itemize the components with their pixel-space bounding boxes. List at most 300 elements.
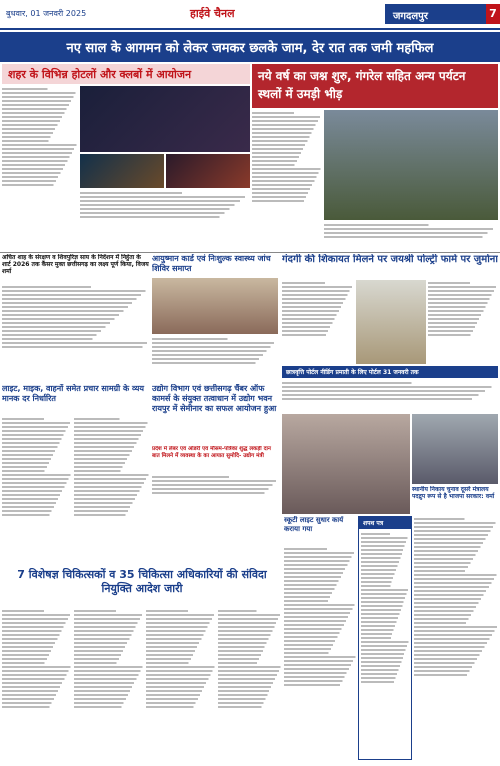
article-text-column [146, 608, 216, 760]
text-line [414, 570, 498, 572]
text-line [2, 454, 72, 456]
text-line [252, 120, 322, 122]
text-line [361, 593, 409, 595]
text-line [74, 442, 150, 444]
text-line [218, 670, 282, 672]
text-line [146, 694, 216, 696]
text-line [2, 626, 72, 628]
text-line [2, 682, 72, 684]
text-line [74, 430, 150, 432]
text-line [414, 666, 498, 668]
article-text-column [74, 608, 144, 760]
text-line [414, 578, 498, 580]
text-line [80, 200, 250, 202]
text-line [282, 286, 354, 288]
text-line [284, 684, 356, 686]
story-headline: गंदगी की शिकायत मिलने पर जयश्री पोल्ट्री फार्म पर जुर्माना [282, 254, 498, 265]
text-line [361, 633, 409, 635]
text-line [428, 334, 498, 336]
text-line [284, 584, 356, 586]
text-line [2, 638, 72, 640]
text-line [218, 642, 282, 644]
text-line [282, 390, 498, 392]
text-line [146, 638, 216, 640]
text-line [252, 148, 322, 150]
text-line [428, 302, 498, 304]
text-line [324, 224, 498, 226]
article-text-column [218, 608, 282, 760]
text-line [2, 152, 78, 154]
text-line [428, 326, 498, 328]
text-line [284, 552, 356, 554]
text-line [2, 426, 72, 428]
text-line [361, 553, 409, 555]
text-line [146, 670, 216, 672]
text-line [74, 458, 150, 460]
text-line [152, 350, 278, 352]
text-line [414, 634, 498, 636]
text-line [282, 310, 354, 312]
divider [0, 252, 500, 253]
text-line [414, 658, 498, 660]
text-line [361, 613, 409, 615]
text-line [284, 664, 356, 666]
text-line [218, 610, 282, 612]
text-line [414, 638, 498, 640]
text-line [414, 558, 498, 560]
text-line [414, 606, 498, 608]
text-line [2, 180, 78, 182]
text-line [74, 618, 144, 620]
text-line [74, 698, 144, 700]
text-line [74, 506, 150, 508]
text-line [146, 650, 216, 652]
text-line [146, 666, 216, 668]
seminar-photo [282, 414, 410, 514]
text-line [152, 492, 280, 494]
text-line [284, 616, 356, 618]
article-text-block [152, 474, 280, 508]
text-line [74, 614, 144, 616]
text-line [146, 618, 216, 620]
text-line [2, 470, 72, 472]
text-line [2, 462, 72, 464]
health-camp-photo [152, 278, 278, 334]
text-line [324, 236, 498, 238]
text-line [2, 430, 72, 432]
text-line [218, 702, 282, 704]
text-line [361, 609, 409, 611]
text-line [2, 92, 78, 94]
fireworks-photo-2 [80, 154, 164, 188]
text-line [2, 96, 78, 98]
text-line [2, 184, 78, 186]
text-line [2, 702, 72, 704]
text-line [2, 450, 72, 452]
text-line [414, 646, 498, 648]
text-line [361, 665, 409, 667]
text-line [252, 184, 322, 186]
text-line [152, 346, 278, 348]
text-line [2, 630, 72, 632]
text-line [74, 450, 150, 452]
text-line [252, 112, 322, 114]
text-line [2, 646, 72, 648]
story-headline: आयुष्मान कार्ड एवं निःशुल्क स्वास्थ्य जांच शिविर समाप्त [152, 254, 271, 273]
text-line [146, 686, 216, 688]
text-line [414, 602, 498, 604]
story-subhead: प्रदेश में लेबर एवं ऑडरी एवं मौसम-पत्रिका शुद्ध लकड़ी दान बात मिलने में व्यवस्था के का आयात सुमोदि- उद्योग मंत्री [152, 446, 271, 459]
text-line [361, 569, 409, 571]
text-line [361, 581, 409, 583]
text-line [252, 140, 322, 142]
text-line [2, 346, 150, 348]
text-line [74, 510, 150, 512]
text-line [284, 592, 356, 594]
text-line [284, 640, 356, 642]
text-line [146, 662, 216, 664]
fireworks-photo-3 [166, 154, 250, 188]
text-line [282, 326, 354, 328]
text-line [218, 666, 282, 668]
text-line [80, 208, 250, 210]
text-line [284, 672, 356, 674]
text-line [2, 318, 150, 320]
text-line [74, 702, 144, 704]
text-line [414, 530, 498, 532]
text-line [2, 286, 150, 288]
fireworks-photo [80, 86, 250, 152]
text-line [74, 670, 144, 672]
story-headline: स्कूटी लाइट सुधार कार्य कराया गया [284, 516, 344, 533]
text-line [428, 290, 498, 292]
text-line [2, 678, 72, 680]
text-line [218, 654, 282, 656]
text-line [74, 462, 150, 464]
text-line [218, 626, 282, 628]
text-line [2, 486, 72, 488]
text-line [284, 568, 356, 570]
text-line [252, 164, 322, 166]
text-line [284, 560, 356, 562]
text-line [2, 108, 78, 110]
text-line [428, 310, 498, 312]
text-line [284, 576, 356, 578]
text-line [284, 600, 356, 602]
text-line [252, 144, 322, 146]
text-line [361, 545, 409, 547]
text-line [2, 144, 78, 146]
text-line [324, 232, 498, 234]
text-line [361, 673, 409, 675]
text-line [284, 648, 356, 650]
text-line [414, 546, 498, 548]
text-line [2, 322, 150, 324]
text-line [414, 550, 498, 552]
text-line [414, 650, 498, 652]
text-line [284, 644, 356, 646]
text-line [428, 314, 498, 316]
text-line [361, 601, 409, 603]
text-line [361, 629, 409, 631]
text-line [361, 605, 409, 607]
text-line [361, 561, 409, 563]
text-line [2, 294, 150, 296]
text-line [2, 112, 78, 114]
text-line [2, 698, 72, 700]
text-line [74, 478, 150, 480]
text-line [74, 610, 144, 612]
text-line [252, 180, 322, 182]
text-line [2, 176, 78, 178]
text-line [414, 654, 498, 656]
text-line [2, 160, 78, 162]
text-line [146, 610, 216, 612]
text-line [361, 533, 409, 535]
text-line [2, 446, 72, 448]
text-line [2, 120, 78, 122]
text-line [2, 650, 72, 652]
text-line [282, 290, 354, 292]
text-line [361, 677, 409, 679]
text-line [74, 474, 150, 476]
text-line [252, 124, 322, 126]
text-line [2, 622, 72, 624]
article-text-column [2, 608, 72, 760]
text-line [218, 698, 282, 700]
notice-title: शपथ पत्र [359, 517, 411, 529]
text-line [414, 522, 498, 524]
text-line [146, 630, 216, 632]
text-line [218, 674, 282, 676]
text-line [414, 670, 498, 672]
text-line [252, 196, 322, 198]
text-line [282, 318, 354, 320]
text-line [2, 88, 78, 90]
text-line [80, 216, 250, 218]
text-line [284, 624, 356, 626]
text-line [252, 132, 322, 134]
minister-photo [412, 414, 498, 484]
article-text-block [324, 222, 498, 250]
text-line [74, 498, 150, 500]
text-line [74, 466, 150, 468]
text-line [361, 585, 409, 587]
text-line [361, 573, 409, 575]
text-line [74, 418, 150, 420]
text-line [2, 172, 78, 174]
text-line [282, 386, 498, 388]
text-line [361, 637, 409, 639]
text-line [428, 322, 498, 324]
text-line [218, 690, 282, 692]
notice-text [359, 529, 411, 757]
text-line [2, 670, 72, 672]
text-line [2, 168, 78, 170]
text-line [414, 594, 498, 596]
text-line [414, 526, 498, 528]
text-line [361, 645, 409, 647]
text-line [282, 314, 354, 316]
text-line [152, 354, 278, 356]
text-line [284, 620, 356, 622]
text-line [414, 534, 498, 536]
text-line [218, 638, 282, 640]
text-line [218, 706, 282, 708]
text-line [414, 598, 498, 600]
text-line [74, 650, 144, 652]
story-headline: स्थानीय निकाय चुनाव दूसरे मंत्रालय पदद्रुप रूप से है भाजपा सरकार: वर्मा [412, 486, 495, 500]
text-line [2, 302, 150, 304]
text-line [414, 674, 498, 676]
text-line [2, 442, 72, 444]
text-line [361, 653, 409, 655]
text-line [414, 626, 498, 628]
text-line [428, 318, 498, 320]
text-line [74, 654, 144, 656]
text-line [282, 322, 354, 324]
text-line [282, 302, 354, 304]
text-line [361, 541, 409, 543]
text-line [284, 668, 356, 670]
text-line [152, 476, 280, 478]
text-line [218, 682, 282, 684]
text-line [2, 438, 72, 440]
text-line [218, 614, 282, 616]
text-line [252, 136, 322, 138]
text-line [414, 630, 498, 632]
text-line [414, 590, 498, 592]
text-line [2, 290, 150, 292]
text-line [2, 342, 150, 344]
text-line [74, 690, 144, 692]
text-line [252, 200, 322, 202]
text-line [2, 334, 150, 336]
text-line [146, 690, 216, 692]
text-line [2, 674, 72, 676]
text-line [2, 474, 72, 476]
text-line [218, 622, 282, 624]
text-line [361, 537, 409, 539]
text-line [414, 614, 498, 616]
text-line [2, 618, 72, 620]
text-line [152, 362, 278, 364]
text-line [146, 682, 216, 684]
story-subhead: छात्रवृत्ति पोर्टल नीडिंग प्रमाती के लिए पोर्टल 31 जनवरी तक [282, 366, 498, 378]
text-line [74, 674, 144, 676]
text-line [2, 306, 150, 308]
article-text-column [414, 516, 498, 760]
text-line [218, 686, 282, 688]
masthead [0, 0, 500, 30]
text-line [284, 660, 356, 662]
text-line [74, 438, 150, 440]
text-line [74, 434, 150, 436]
text-line [74, 626, 144, 628]
text-line [218, 658, 282, 660]
story-headline: 7 विशेषज्ञ चिकित्सकों व 35 चिकित्सा अधिकारियों की संविदा नियुक्ति आदेश जारी [17, 568, 267, 595]
text-line [252, 160, 322, 162]
text-line [146, 634, 216, 636]
text-line [80, 192, 250, 194]
text-line [361, 669, 409, 671]
text-line [428, 282, 498, 284]
text-line [361, 549, 409, 551]
text-line [218, 650, 282, 652]
text-line [74, 666, 144, 668]
text-line [2, 136, 78, 138]
text-line [2, 686, 72, 688]
sub-headline-left: शहर के विभिन्न होटलों और क्लबों में आयोजन [2, 64, 250, 84]
text-line [74, 446, 150, 448]
poultry-photo [356, 280, 426, 364]
text-line [284, 676, 356, 678]
text-line [414, 554, 498, 556]
text-line [414, 542, 498, 544]
text-line [2, 658, 72, 660]
text-line [74, 682, 144, 684]
text-line [282, 298, 354, 300]
city-banner: जगदलपुर [385, 4, 487, 24]
text-line [2, 490, 72, 492]
text-line [146, 702, 216, 704]
text-line [218, 646, 282, 648]
crowd-photo [324, 110, 498, 220]
text-line [74, 694, 144, 696]
text-line [74, 486, 150, 488]
text-line [2, 298, 150, 300]
text-line [282, 398, 498, 400]
text-line [2, 510, 72, 512]
text-line [361, 621, 409, 623]
text-line [74, 634, 144, 636]
text-line [74, 470, 150, 472]
text-line [428, 330, 498, 332]
story-headline: लाइट, माइक, वाहनों समेत प्रचार सामग्री के व्यय मानक दर निर्धारित [2, 384, 144, 403]
text-line [2, 466, 72, 468]
text-line [361, 661, 409, 663]
story-headline: अचित शाह के संरक्षण व शिवपुरिज्ञ साय के निर्देशन में निर्हुता के शार्ट 2026 तक कैंसर मुक्त छत्तीसगढ़ का लक्ष्य पूर्ण किया, विजय शर्मा [2, 254, 149, 275]
text-line [74, 658, 144, 660]
text-line [218, 630, 282, 632]
text-line [2, 498, 72, 500]
text-line [74, 646, 144, 648]
text-line [2, 116, 78, 118]
text-line [414, 518, 498, 520]
text-line [74, 454, 150, 456]
text-line [284, 548, 356, 550]
text-line [284, 572, 356, 574]
text-line [2, 310, 150, 312]
text-line [218, 662, 282, 664]
text-line [428, 286, 498, 288]
text-line [252, 168, 322, 170]
text-line [2, 662, 72, 664]
text-line [414, 586, 498, 588]
text-line [252, 128, 322, 130]
text-line [252, 192, 322, 194]
text-line [218, 678, 282, 680]
text-line [252, 152, 322, 154]
text-line [2, 502, 72, 504]
text-line [361, 641, 409, 643]
text-line [2, 634, 72, 636]
main-headline: नए साल के आगमन को लेकर जमकर छलके जाम, देर रात तक जमी महफिल [0, 32, 500, 62]
text-line [146, 646, 216, 648]
text-line [152, 342, 278, 344]
text-line [2, 506, 72, 508]
text-line [2, 610, 72, 612]
